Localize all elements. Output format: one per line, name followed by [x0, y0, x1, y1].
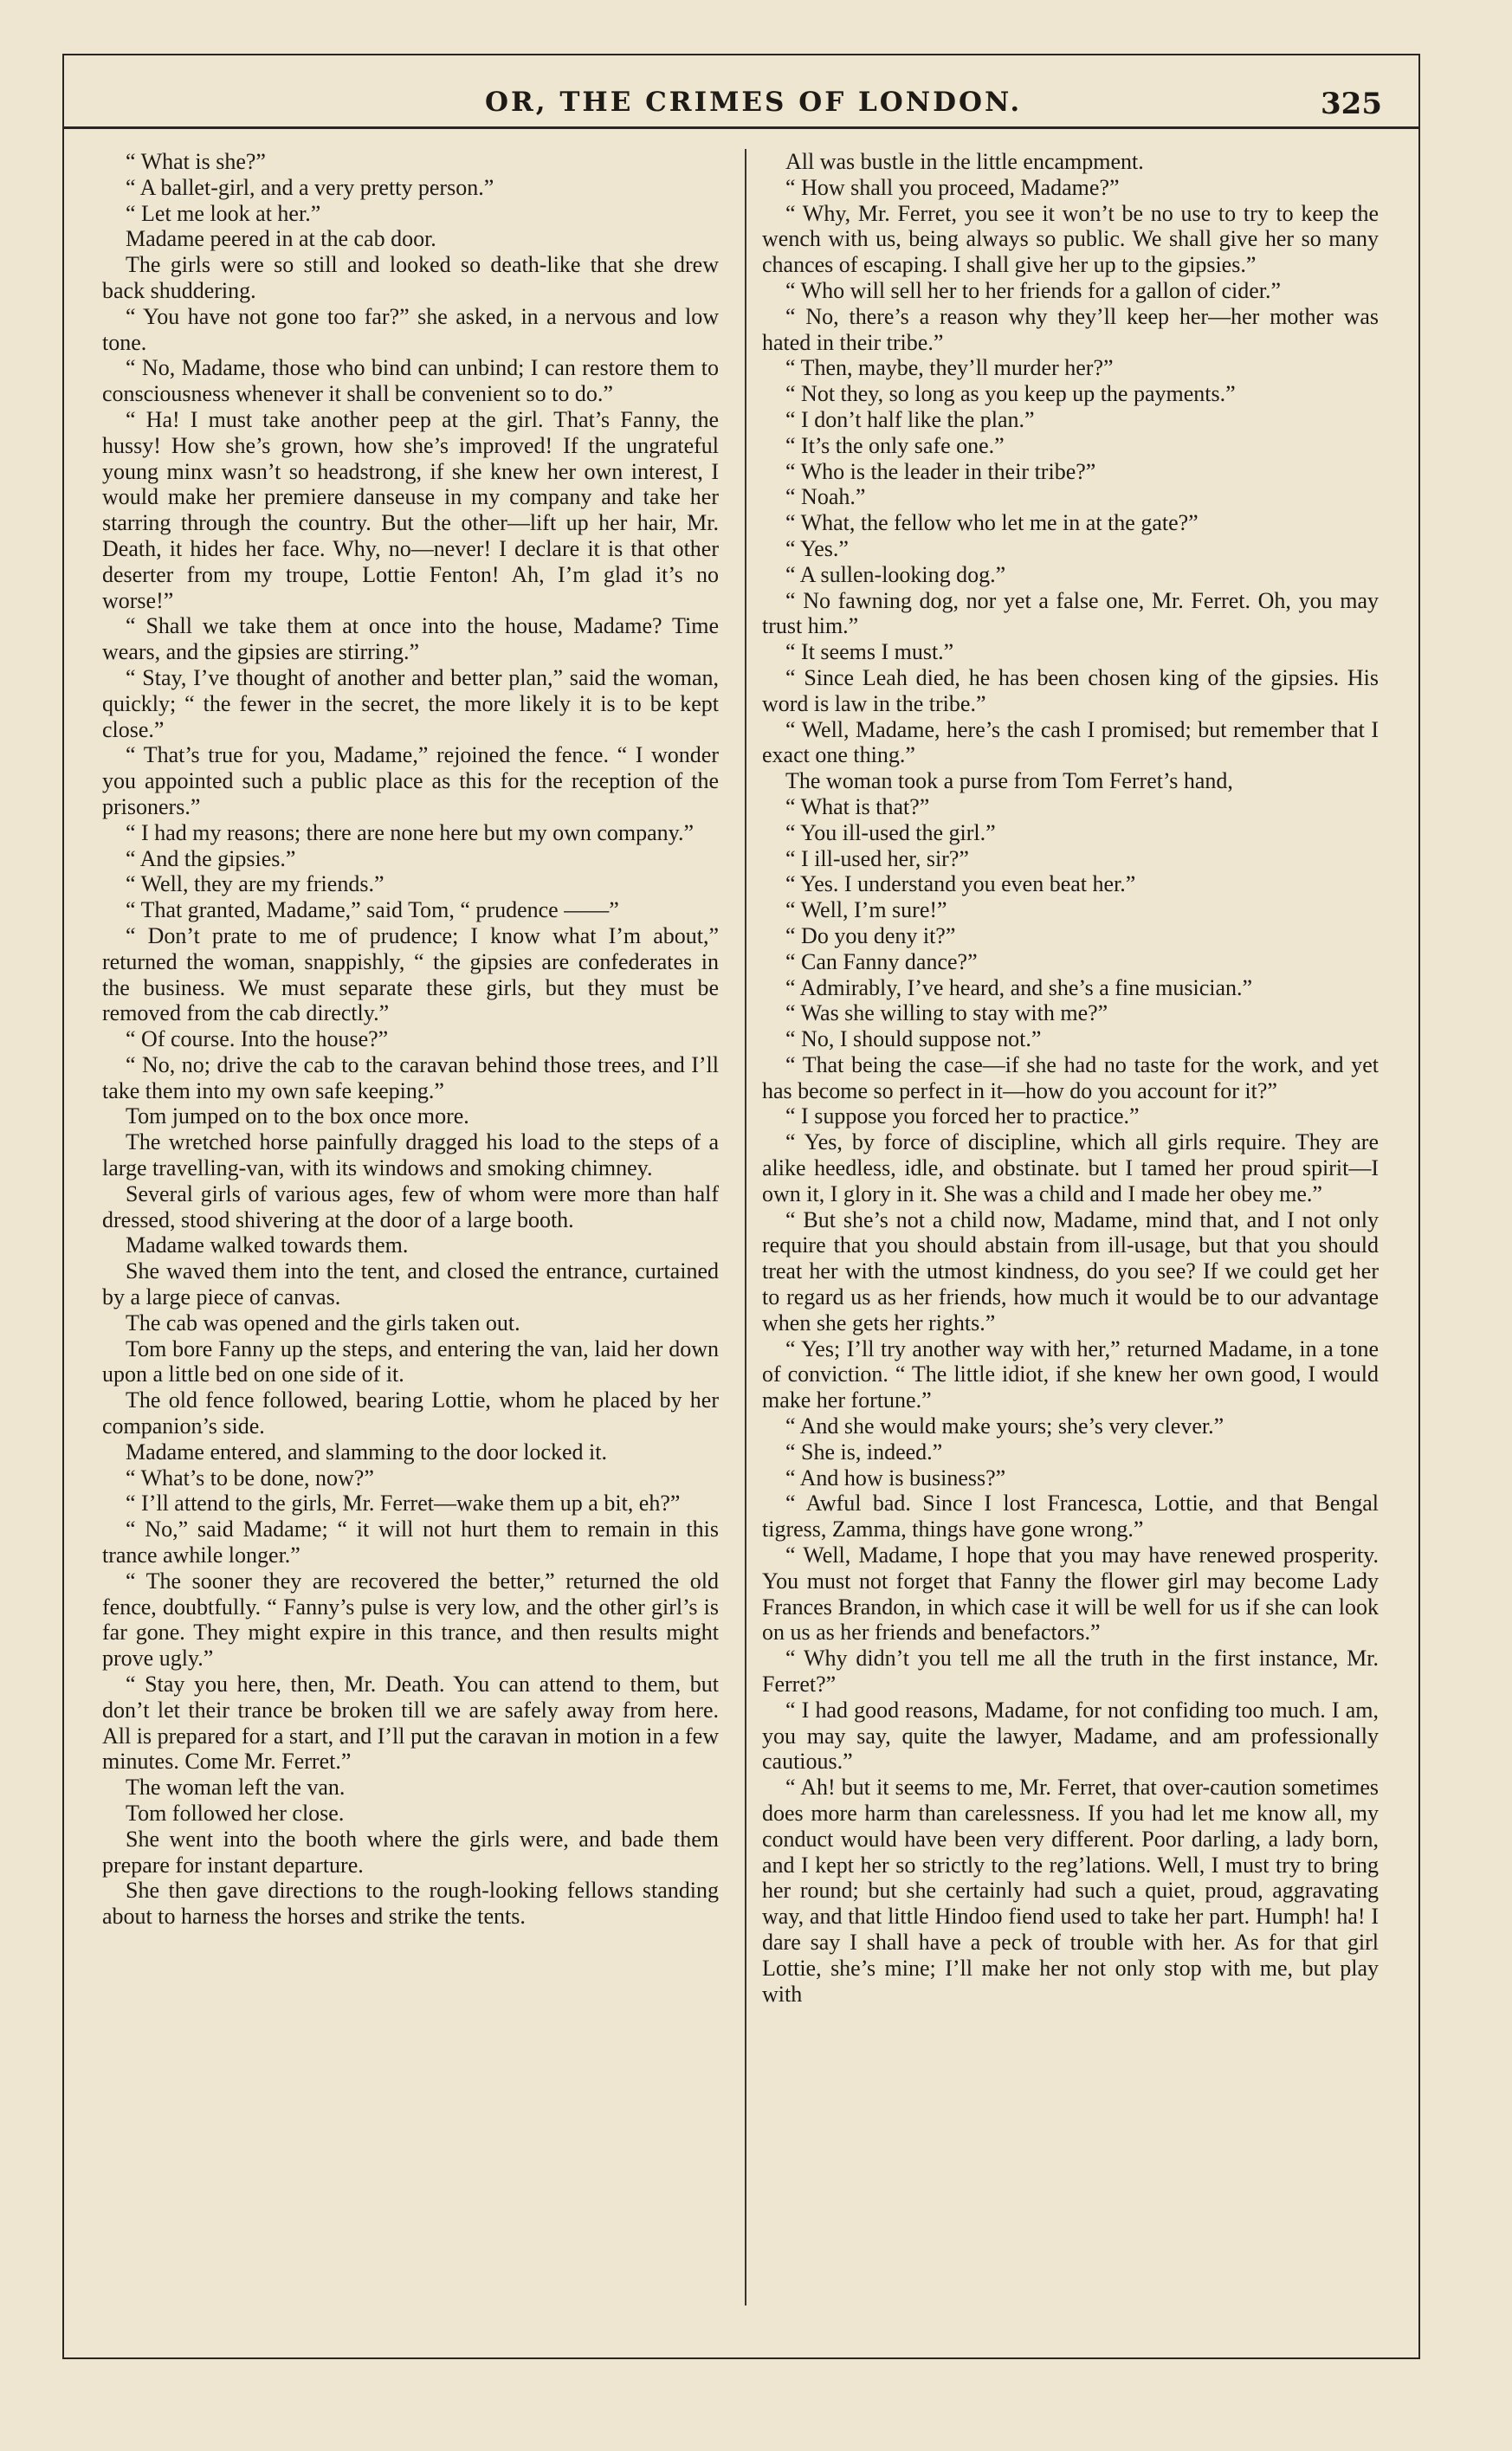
column-divider — [745, 149, 746, 2305]
paragraph: “ What is that?” — [785, 793, 930, 819]
paragraph: “ No,” said Madame; “ it will not hurt them to remain in this trance awhile longer.” — [102, 1517, 719, 1568]
paragraph: “ Of course. Into the house?” — [126, 1026, 389, 1052]
paragraph: The old fence followed, bearing Lottie, whom he placed by her companion’s side. — [102, 1387, 719, 1439]
paragraph: “ Since Leah died, he has been chosen king of the gipsies. His word is law in the tribe.” — [762, 664, 1379, 716]
paragraph: “ I’ll attend to the girls, Mr. Ferret—wake them up a bit, eh?” — [126, 1491, 681, 1517]
paragraph: “ And how is business?” — [785, 1465, 1006, 1491]
paragraph: The woman took a purse from Tom Ferret’s hand, — [785, 768, 1233, 794]
paragraph: “ I had good reasons, Madame, for not confiding too much. I am, you may say, quite the lawyer, Madame, and am professionally cautious.” — [762, 1697, 1379, 1775]
paragraph: “ Well, they are my friends.” — [126, 871, 384, 897]
paragraph: “ And she would make yours; she’s very clever.” — [785, 1413, 1224, 1439]
paragraph: “ Who will sell her to her friends for a gallon of cider.” — [785, 277, 1282, 303]
paragraph: “ I suppose you forced her to practice.” — [785, 1103, 1140, 1129]
paragraph: “ How shall you proceed, Madame?” — [785, 174, 1120, 200]
paragraph: All was bustle in the little encampment. — [785, 149, 1144, 174]
paragraph: She then gave directions to the rough-looking fellows standing about to harness the horses and strike the tents. — [102, 1878, 719, 1930]
paragraph: “ No, Madame, those who bind can unbind; I can restore them to consciousness whenever it shall be convenient so to do.” — [102, 355, 719, 407]
paragraph: “ Yes, by force of discipline, which all girls require. They are alike heedless, idle, and obstinate. but I tamed her proud spirit—I own it, I glory in it. She was a child and I made her obey me.” — [762, 1129, 1379, 1206]
paragraph: “ That being the case—if she had no taste for the work, and yet has become so perfect in it—how do you account for it?” — [762, 1051, 1379, 1103]
paragraph: “ A sullen-looking dog.” — [785, 561, 1006, 587]
paragraph: “ Stay you here, then, Mr. Death. You can attend to them, but don’t let their trance be broken till we are safely away from here. All is prepared for a start, and I’ll put the caravan in motion in a few minutes. Come Mr. Ferret.” — [102, 1672, 719, 1775]
paragraph: “ Who is the leader in their tribe?” — [785, 458, 1096, 484]
bottom-rule — [62, 2357, 1420, 2359]
paragraph: “ No, no; drive the cab to the caravan behind those trees, and I’ll take them into my own safe keeping.” — [102, 1051, 719, 1103]
paragraph: “ Then, maybe, they’ll murder her?” — [785, 355, 1114, 381]
paragraph: The woman left the van. — [126, 1775, 346, 1801]
paragraph: “ That granted, Madame,” said Tom, “ prudence ——” — [126, 897, 619, 923]
paragraph: “ What is she?” — [126, 149, 266, 174]
paragraph: “ She is, indeed.” — [785, 1439, 943, 1465]
paragraph: “ Shall we take them at once into the house, Madame? Time wears, and the gipsies are stirring.” — [102, 613, 719, 665]
paragraph: Tom followed her close. — [126, 1801, 345, 1826]
paragraph: “ And the gipsies.” — [126, 845, 296, 871]
paragraph: “ No fawning dog, nor yet a false one, Mr. Ferret. Oh, you may trust him.” — [762, 587, 1379, 639]
paragraph: “ It seems I must.” — [785, 639, 954, 665]
paragraph: “ Stay, I’ve thought of another and better plan,” said the woman, quickly; “ the fewer in the secret, the more likely it is to be kept close.” — [102, 664, 719, 742]
paragraph: “ Ha! I must take another peep at the girl. That’s Fanny, the hussy! How she’s grown, how she’s improved! If the ungrateful young minx wasn’t so headstrong, if she knew her own interest, I would make her premiere danseuse in my company and take her starring through the country. But the other—lift up her hair, Mr. Death, it hides her face. Why, no—never! I declare it is that other deserter from my troupe, Lottie Fenton! Ah, I’m glad it’s no worse!” — [102, 406, 719, 613]
paragraph: She went into the booth where the girls were, and bade them prepare for instant departure. — [102, 1826, 719, 1878]
header-rule — [62, 126, 1420, 129]
left-border — [62, 54, 64, 2357]
right-border — [1418, 54, 1420, 2357]
paragraph: “ No, there’s a reason why they’ll keep her—her mother was hated in their tribe.” — [762, 303, 1379, 355]
paragraph: “ Don’t prate to me of prudence; I know what I’m about,” returned the woman, snappishly, “ the gipsies are confederates in the business. We must separate these girls, but they must be removed from the cab directly.” — [102, 922, 719, 1026]
paragraph: “ Let me look at her.” — [126, 200, 321, 226]
paragraph: “ Not they, so long as you keep up the payments.” — [785, 381, 1236, 407]
paragraph: “ Why didn’t you tell me all the truth in the first instance, Mr. Ferret?” — [762, 1646, 1379, 1698]
paragraph: “ That’s true for you, Madame,” rejoined the fence. “ I wonder you appointed such a public place as this for the reception of the prisoners.” — [102, 742, 719, 819]
paragraph: Madame peered in at the cab door. — [126, 226, 436, 252]
paragraph: The wretched horse painfully dragged his load to the steps of a large travelling-van, with its windows and smoking chimney. — [102, 1129, 719, 1181]
paragraph: The girls were so still and looked so death-like that she drew back shuddering. — [102, 252, 719, 303]
paragraph: The cab was opened and the girls taken out. — [126, 1310, 520, 1335]
paragraph: “ Can Fanny dance?” — [785, 948, 978, 974]
paragraph: “ Admirably, I’ve heard, and she’s a fine musician.” — [785, 974, 1253, 1000]
paragraph: “ Noah.” — [785, 484, 866, 510]
paragraph: Several girls of various ages, few of whom were more than half dressed, stood shivering at the door of a large booth. — [102, 1180, 719, 1232]
top-rule — [62, 54, 1420, 55]
paragraph: “ You have not gone too far?” she asked, in a nervous and low tone. — [102, 303, 719, 355]
left-column — [102, 149, 719, 1930]
paragraph: “ Well, Madame, here’s the cash I promised; but remember that I exact one thing.” — [762, 716, 1379, 768]
paragraph: “ Well, Madame, I hope that you may have renewed prosperity. You must not forget that Fanny the flower girl may become Lady Frances Brandon, in which case it will be well for us if she can look on us as her friends and benefactors.” — [762, 1542, 1379, 1646]
paragraph: “ A ballet-girl, and a very pretty person.” — [126, 174, 494, 200]
running-title: OR, THE CRIMES OF LONDON. — [485, 87, 1023, 118]
paragraph: “ I ill-used her, sir?” — [785, 845, 969, 871]
paragraph: She waved them into the tent, and closed the entrance, curtained by a large piece of canvas. — [102, 1258, 719, 1310]
paragraph: “ Ah! but it seems to me, Mr. Ferret, that over-caution sometimes does more harm than carelessness. If you had let me know all, my conduct would have been very different. Poor darling, a lady born, and I kept her so strictly to the reg’lations. Well, I must try to bring her round; but she certainly had such a quiet, proud, aggravating way, and that little Hindoo fiend used to take her part. Humph! ha! I dare say I shall have a peck of trouble with her. As for that girl Lottie, she’s mine; I’ll make her not only stop with me, but play with — [762, 1775, 1379, 2007]
paragraph: “ Yes. I understand you even beat her.” — [785, 871, 1136, 897]
paragraph: “ What, the fellow who let me in at the gate?” — [785, 510, 1199, 536]
paragraph: “ Was she willing to stay with me?” — [785, 1000, 1108, 1026]
page-number: 325 — [1321, 87, 1382, 121]
paragraph: “ Yes.” — [785, 535, 849, 561]
paragraph: “ It’s the only safe one.” — [785, 432, 1005, 458]
paragraph: Tom jumped on to the box once more. — [126, 1103, 469, 1129]
paragraph: “ Well, I’m sure!” — [785, 897, 947, 923]
paragraph: “ Why, Mr. Ferret, you see it won’t be no use to try to keep the wench with us, being always so public. We shall give her so many chances of escaping. I shall give her up to the gipsies.” — [762, 200, 1379, 278]
paragraph: “ No, I should suppose not.” — [785, 1026, 1042, 1052]
paragraph: “ The sooner they are recovered the better,” returned the old fence, doubtfully. “ Fanny’s pulse is very low, and the other girl’s is far gone. They might expire in this trance, and then results might prove ugly.” — [102, 1568, 719, 1672]
paragraph: Madame entered, and slamming to the door locked it. — [126, 1439, 607, 1465]
paragraph: “ Yes; I’ll try another way with her,” returned Madame, in a tone of conviction. “ The little idiot, if she knew her own good, I would make her fortune.” — [762, 1335, 1379, 1413]
paragraph: Madame walked towards them. — [126, 1232, 409, 1258]
paragraph: “ I had my reasons; there are none here but my own company.” — [126, 819, 695, 845]
paragraph: “ But she’s not a child now, Madame, mind that, and I not only require that you should abstain from ill-usage, but that you should treat her with the utmost kindness, do you see? If we could get her to regard us as her friends, how much it would be to our advantage when she gets her rights.” — [762, 1206, 1379, 1335]
paragraph: “ I don’t half like the plan.” — [785, 406, 1035, 432]
right-column — [762, 149, 1379, 2007]
paragraph: “ Awful bad. Since I lost Francesca, Lottie, and that Bengal tigress, Zamma, things have gone wrong.” — [762, 1491, 1379, 1542]
paragraph: “ You ill-used the girl.” — [785, 819, 996, 845]
paragraph: “ What’s to be done, now?” — [126, 1465, 374, 1491]
paragraph: “ Do you deny it?” — [785, 922, 956, 948]
paragraph: Tom bore Fanny up the steps, and entering the van, laid her down upon a little bed on one side of it. — [102, 1335, 719, 1387]
